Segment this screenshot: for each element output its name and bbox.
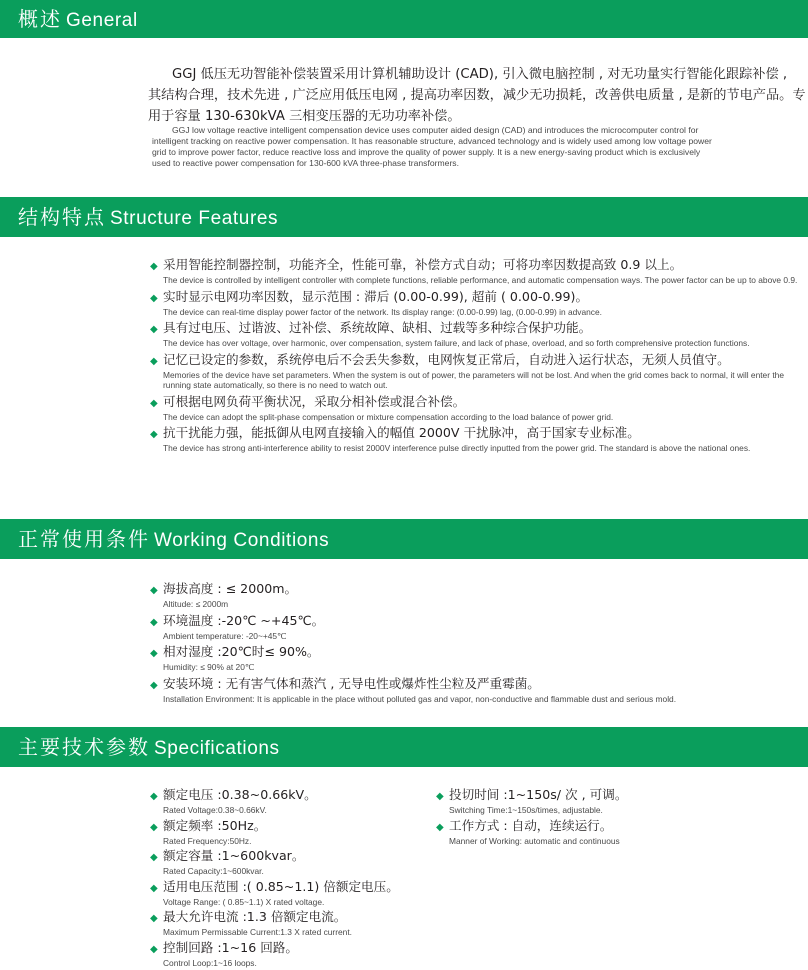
diamond-bullet-icon: ◆ (150, 585, 158, 596)
diamond-bullet-icon: ◆ (150, 292, 158, 304)
list-item (150, 818, 430, 847)
spec-en: Manner of Working: automatic and continuous (449, 835, 620, 846)
diamond-bullet-icon: ◆ (150, 943, 158, 955)
list-item (150, 644, 808, 673)
feature-en: The device can real-time display power factor of the network. Its display range: (0.00-0.99) lag, (0.00-0.99) in advance. (163, 306, 602, 317)
list-item (150, 394, 808, 423)
diamond-bullet-icon: ◆ (150, 882, 158, 894)
feature-zh: 可根据电网负荷平衡状况，采取分相补偿或混合补偿。 (163, 393, 466, 409)
condition-en: Altitude: ≤ 2000m (163, 599, 229, 609)
spec-en: Rated Frequency:50Hz. (163, 835, 252, 846)
spec-en: Rated Capacity:1~600kvar. (163, 866, 264, 876)
spec-zh: 额定电压 :0.38~0.66kV。 (163, 787, 317, 802)
intro-zh-line: 其结构合理，技术先进 , 广泛应用低压电网 , 提高功率因数，减少无功损耗，改善供电质量 , 是新的节电产品。专 (148, 88, 806, 103)
section-header-general (0, 0, 808, 38)
list-item (150, 352, 808, 391)
intro-en-line: intelligent tracking on reactive power compensation. It has reasonable structure, advanced technology and is widely used among low voltage power (152, 136, 712, 146)
diamond-bullet-icon: ◆ (150, 324, 158, 335)
section-title-zh: 主要技术参数 (18, 735, 150, 759)
list-item (150, 676, 808, 705)
intro-en-line: grid to improve power factor, reduce reactive loss and improve the quality of power supply. It is a new energy-saving product which is exclusively (152, 147, 701, 157)
spec-zh: 额定容量 :1~600kvar。 (163, 848, 305, 863)
list-item (150, 581, 808, 610)
intro-zh (148, 64, 808, 127)
section-header-specs (0, 727, 808, 767)
spec-en: Voltage Range: ( 0.85~1.1) X rated voltage. (163, 896, 325, 907)
diamond-bullet-icon: ◆ (150, 397, 158, 409)
intro-zh-line: GGJ 低压无功智能补偿装置采用计算机辅助设计 (CAD), 引入微电脑控制 , 对无功量实行智能化跟踪补偿 , (172, 67, 788, 82)
intro-en-line: used to reactive power compensation for 130-600 kVA three-phase transformers. (152, 158, 459, 168)
spec-en: Rated Voltage:0.38~0.66kV. (163, 805, 267, 815)
section-title-zh: 概述 (18, 7, 62, 31)
section-title-en: Specifications (154, 738, 280, 759)
feature-zh: 抗干扰能力强，能抵御从电网直接输入的幅值 2000V 干扰脉冲，高于国家专业标准。 (163, 425, 640, 440)
spec-zh: 工作方式 : 自动，连续运行。 (449, 817, 613, 833)
feature-en: Memories of the device have set parameters. When the system is out of power, the parameters will not be lost. And when the grid comes back to normal, it will enter the running state automatically, so there is no need to watch out. (163, 369, 784, 390)
spec-en: Control Loop:1~16 loops. (163, 957, 257, 968)
section-title-en: Working Conditions (154, 530, 330, 551)
diamond-bullet-icon: ◆ (150, 852, 158, 863)
diamond-bullet-icon: ◆ (436, 791, 444, 802)
diamond-bullet-icon: ◆ (150, 821, 158, 833)
spec-en: Switching Time:1~150s/times, adjustable. (449, 805, 603, 815)
diamond-bullet-icon: ◆ (150, 355, 158, 367)
spec-zh: 控制回路 :1~16 回路。 (163, 939, 298, 955)
spec-en: Maximum Permissable Current:1.3 X rated current. (163, 927, 352, 937)
condition-en: Installation Environment: It is applicable in the place without polluted gas and vapor, non-conductive and flammable dust and serious mold. (163, 693, 677, 704)
spec-zh: 额定频率 :50Hz。 (163, 817, 267, 833)
intro-en (152, 125, 808, 169)
feature-en: The device can adopt the split-phase compensation or mixture compensation according to the load balance of power grid. (163, 411, 614, 422)
diamond-bullet-icon: ◆ (150, 679, 158, 691)
section-header-structure (0, 197, 808, 237)
list-item (150, 613, 808, 642)
feature-zh: 具有过电压、过谐波、过补偿、系统故障、缺相、过载等多种综合保护功能。 (163, 320, 592, 335)
condition-en: Humidity: ≤ 90% at 20℃ (163, 662, 255, 672)
conditions-list (150, 581, 808, 707)
diamond-bullet-icon: ◆ (150, 791, 158, 802)
list-item (150, 848, 430, 877)
spec-zh: 投切时间 :1~150s/ 次 , 可调。 (449, 787, 628, 802)
intro-en-line: GGJ low voltage reactive intelligent compensation device uses computer aided design (CAD) and introduces the microcomputer control for (172, 125, 699, 135)
section-title-zh: 正常使用条件 (18, 527, 150, 551)
feature-en: The device has strong anti-interference ability to resist 2000V interference pulse directly inputted from the power grid. The standard is above the national ones. (163, 443, 751, 453)
condition-zh: 相对湿度 :20℃时≤ 90%。 (163, 644, 320, 659)
section-title-zh: 结构特点 (18, 205, 106, 229)
diamond-bullet-icon: ◆ (150, 616, 158, 628)
section-title-en: General (66, 10, 138, 31)
list-item (150, 787, 430, 816)
list-item (150, 909, 430, 938)
list-item (150, 320, 808, 349)
feature-en: The device has over voltage, over harmonic, over compensation, system failure, and lack of phase, overload, and so forth comprehensive protection functions. (163, 338, 750, 348)
specs-right-column (436, 787, 796, 848)
list-item (150, 257, 808, 286)
list-item (150, 289, 808, 318)
condition-zh: 海拔高度 : ≤ 2000m。 (163, 581, 298, 596)
diamond-bullet-icon: ◆ (150, 648, 158, 659)
feature-list (150, 257, 808, 457)
list-item (436, 787, 796, 816)
section-header-conditions (0, 519, 808, 559)
intro-zh-line: 用于容量 130-630kVA 三相变压器的无功功率补偿。 (148, 109, 461, 124)
feature-zh: 实时显示电网功率因数，显示范围 : 滞后 (0.00-0.99), 超前 ( 0.00-0.99)。 (163, 288, 589, 304)
list-item (150, 879, 430, 908)
feature-en: The device is controlled by intelligent controller with complete functions, reliable performance, and automatic compensation ways. The power factor can be up to above 0.9. (163, 275, 798, 285)
feature-zh: 采用智能控制器控制，功能齐全，性能可靠，补偿方式自动；可将功率因数提高致 0.9 以上。 (163, 257, 683, 272)
specs-left-column (150, 787, 430, 970)
list-item (150, 425, 808, 454)
section-title-en: Structure Features (110, 208, 279, 229)
list-item (436, 818, 796, 847)
diamond-bullet-icon: ◆ (150, 429, 158, 440)
condition-zh: 环境温度 :-20℃ ~+45℃。 (163, 612, 325, 628)
spec-zh: 适用电压范围 :( 0.85~1.1) 倍额定电压。 (163, 878, 399, 894)
feature-zh: 记忆已设定的参数，系统停电后不会丢失参数，电网恢复正常后，自动进入运行状态，无须人员值守。 (163, 351, 730, 367)
diamond-bullet-icon: ◆ (150, 913, 158, 924)
condition-en: Ambient temperature: -20~+45℃ (163, 630, 287, 641)
diamond-bullet-icon: ◆ (436, 821, 444, 833)
spec-zh: 最大允许电流 :1.3 倍额定电流。 (163, 909, 347, 924)
list-item (150, 940, 430, 969)
condition-zh: 安装环境 : 无有害气体和蒸汽 , 无导电性或爆炸性尘粒及严重霉菌。 (163, 675, 540, 691)
diamond-bullet-icon: ◆ (150, 261, 158, 272)
